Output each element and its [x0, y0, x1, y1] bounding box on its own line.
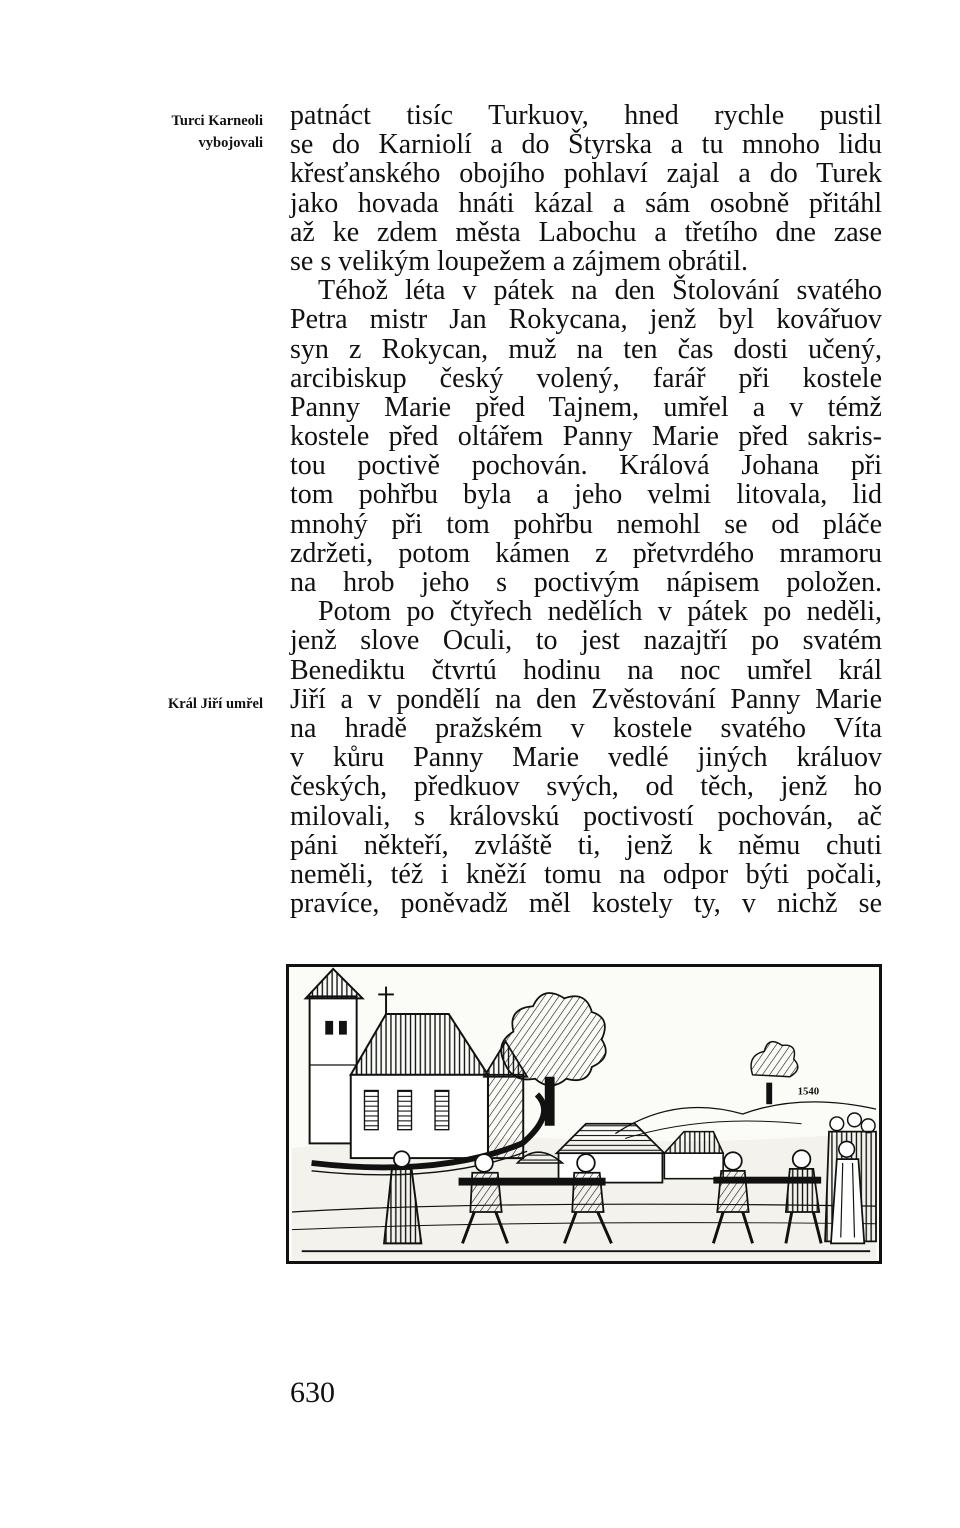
text-line: Benediktu čtvrtú hodinu na noc umřel král — [290, 654, 882, 686]
text-line: na hradě pražském v kostele svatého Víta — [290, 712, 882, 744]
text-line: páni někteří, zvláště ti, jenž k němu chuti — [290, 829, 882, 861]
text-line: až ke zdem města Labochu a třetího dne zase — [290, 216, 882, 248]
sidenote-line: Turci Karneoli — [171, 113, 263, 129]
text-line: jako hovada hnáti kázal a sám osobně přitáhl — [290, 187, 882, 219]
date-mark: 1540 — [797, 1085, 820, 1098]
text-line: mnohý při tom pohřbu nemohl se od pláče — [290, 508, 882, 540]
text-line: se do Karniolí a do Štyrska a tu mnoho lidu — [290, 129, 882, 161]
text-line: Petra mistr Jan Rokycana, jenž byl kovářuov — [290, 304, 882, 336]
text-line: kostele před oltářem Panny Marie před sakris- — [290, 421, 882, 453]
text-line: v kůru Panny Marie vedlé jiných králuov — [290, 742, 882, 774]
text-line: českých, předkuov svých, od těch, jenž ho — [290, 771, 882, 803]
text-line: pravíce, poněvadž měl kostely ty, v nichž se — [290, 888, 882, 920]
text-line: zdržeti, potom kámen z přetvrdého mramoru — [290, 537, 882, 569]
page-number: 630 — [290, 1376, 335, 1409]
text-line: na hrob jeho s poctivým nápisem položen. — [290, 567, 882, 598]
text-line: arcibiskup český volený, farář při kostele — [290, 362, 882, 394]
text-line: Téhož léta v pátek na den Štolování svatého — [318, 275, 882, 307]
woodcut-drawing — [289, 967, 879, 1261]
crowd — [825, 1113, 876, 1243]
sidenote-turci-karneoli — [100, 110, 263, 154]
sidenote-kral-jiri-umrel — [100, 693, 263, 715]
text-line: jenž slove Oculi, to jest nazajtří po svatém — [290, 625, 882, 657]
text-line: křesťanského obojího pohlaví zajal a do Turek — [290, 158, 882, 190]
text-line: syn z Rokycan, muž na ten čas dosti učený, — [290, 333, 882, 365]
text-line: tou poctivě pochován. Králová Johana při — [290, 450, 882, 482]
sidenote-line: vybojovali — [198, 135, 263, 151]
body-text — [290, 101, 882, 918]
sidenote-line: Král Jiří umřel — [167, 696, 263, 712]
text-line: se s velikým loupežem a zájmem obrátil. — [290, 245, 748, 277]
text-line: tom pohřbu byla a jeho velmi litovala, lid — [290, 479, 882, 511]
text-line: neměli, též i kněží tomu na odpor býti počali, — [290, 858, 882, 890]
text-line: milovali, s královskú poctivostí pochován, ač — [290, 800, 882, 832]
text-line: Panny Marie před Tajnem, umřel a v témž — [290, 391, 882, 423]
text-line: Potom po čtyřech nedělích v pátek po neděli, — [318, 596, 882, 628]
text-line: Jiří a v pondělí na den Zvěstování Panny Marie — [290, 683, 882, 715]
text-line: patnáct tisíc Turkuov, hned rychle pustil — [290, 100, 882, 131]
woodcut-illustration — [286, 964, 882, 1264]
